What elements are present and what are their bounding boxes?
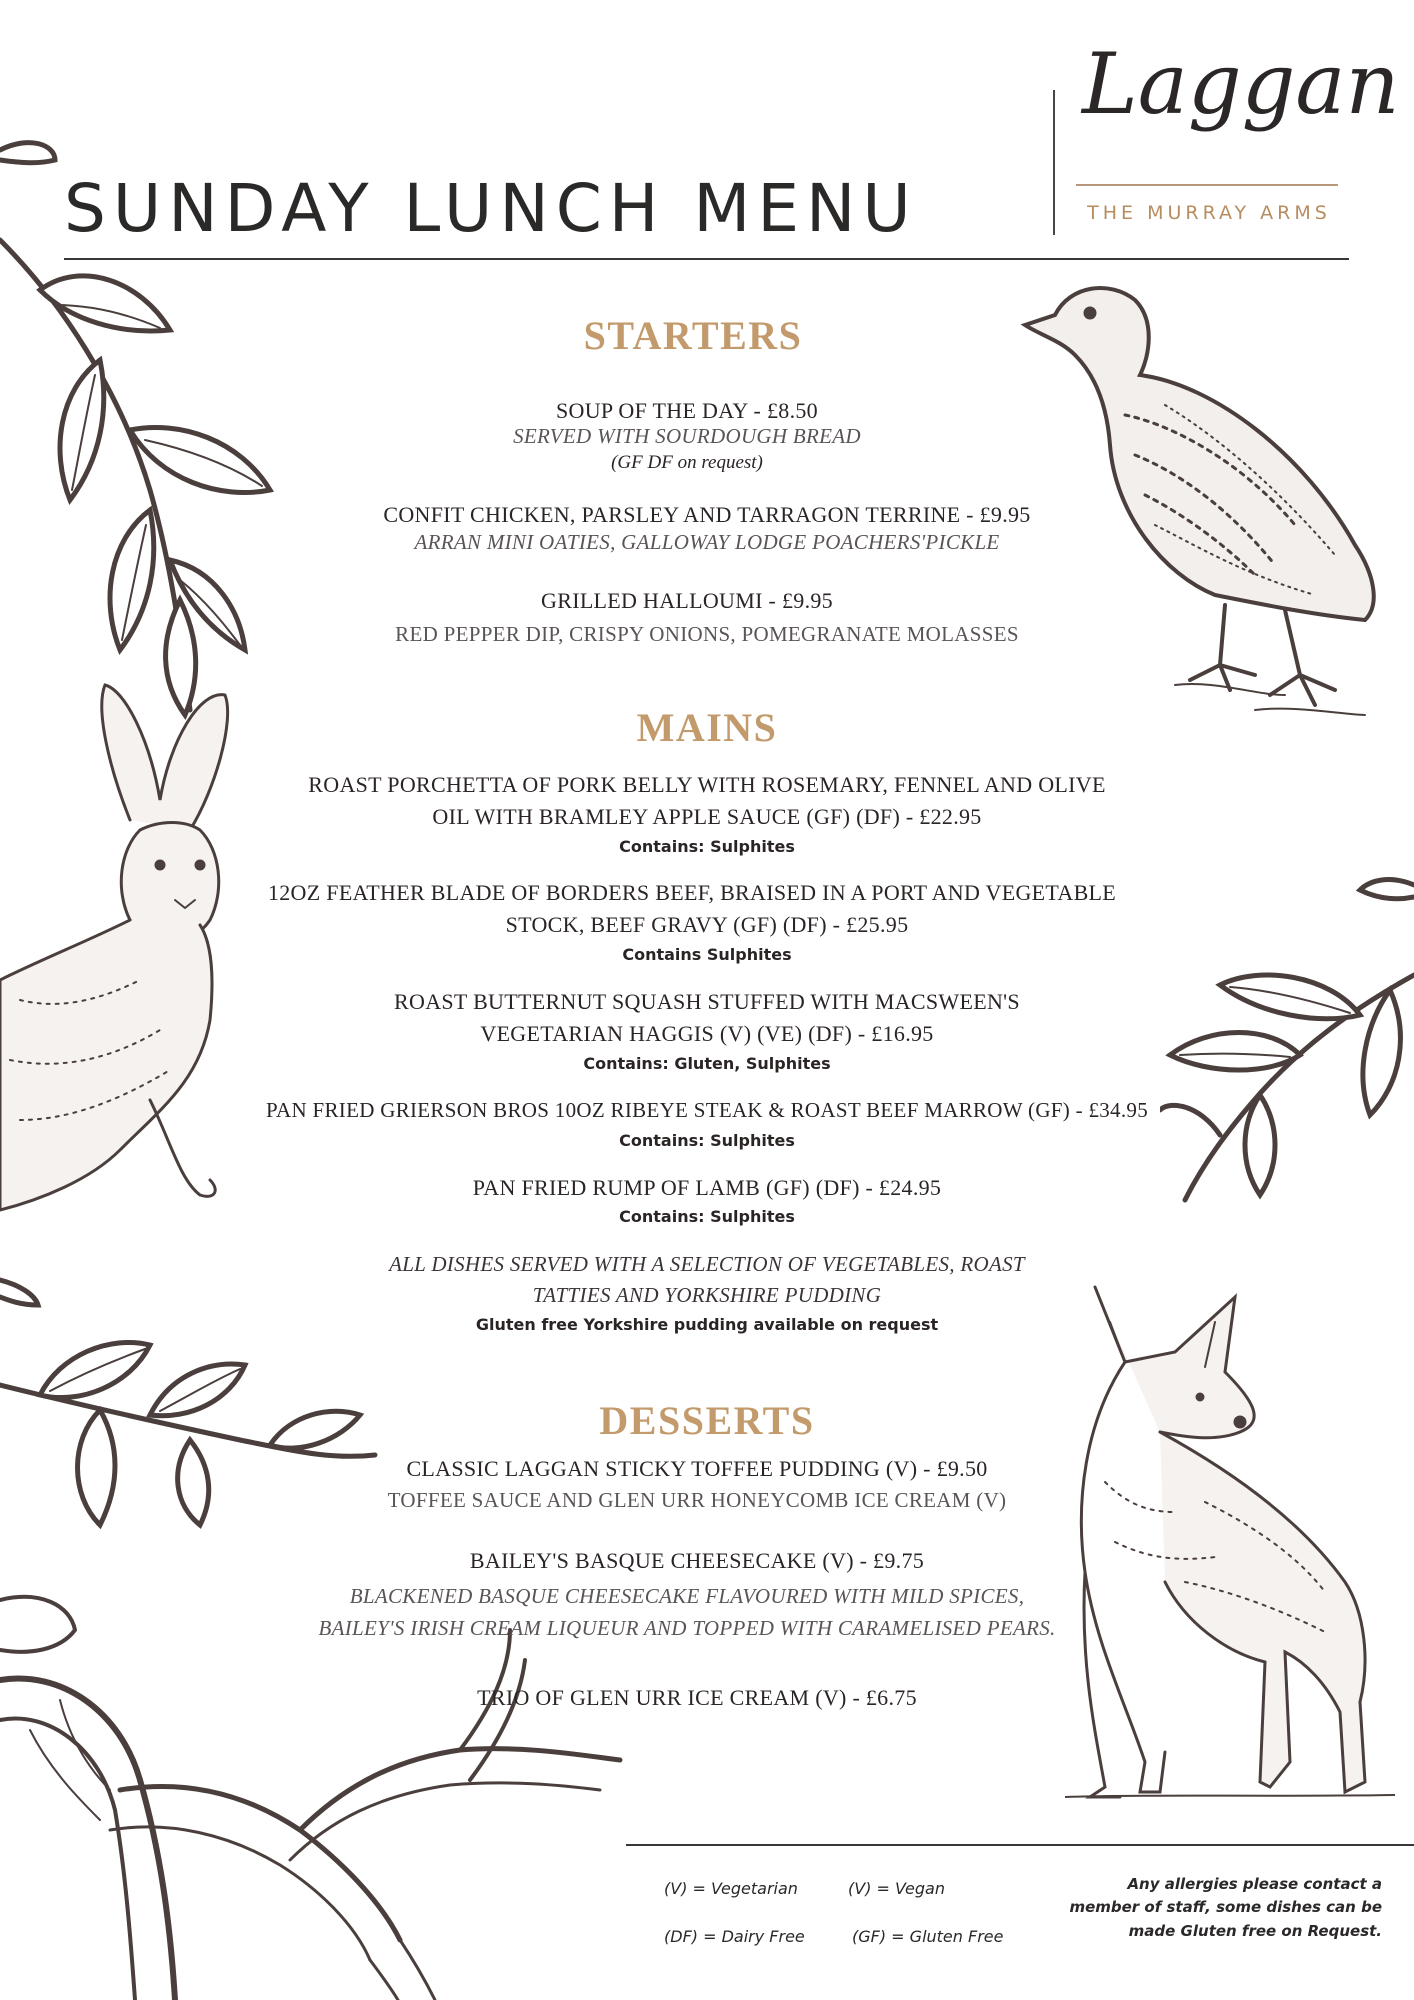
dessert-desc: TOFFEE SAUCE AND GLEN URR HONEYCOMB ICE CREAM (V) <box>387 1488 1007 1512</box>
starter-desc: ARRAN MINI OATIES, GALLOWAY LODGE POACHERS'PICKLE <box>414 530 1000 554</box>
starters-heading: STARTERS <box>583 313 803 358</box>
main-name: PAN FRIED GRIERSON BROS 10OZ RIBEYE STEAK & ROAST BEEF MARROW (GF) - £34.95 <box>265 1098 1149 1122</box>
main-allergens: Contains Sulphites <box>622 945 792 964</box>
dessert-name: BAILEY'S BASQUE CHEESECAKE (V) - £9.75 <box>469 1548 925 1573</box>
main-name: 12OZ FEATHER BLADE OF BORDERS BEEF, BRAISED IN A PORT AND VEGETABLE <box>267 880 1117 905</box>
dessert-desc-cont: BAILEY'S IRISH CREAM LIQUEUR AND TOPPED WITH CARAMELISED PEARS. <box>318 1616 1056 1640</box>
dessert-desc: BLACKENED BASQUE CHEESECAKE FLAVOURED WITH MILD SPICES, <box>349 1584 1025 1608</box>
allergy-line: made Gluten free on Request. <box>1128 1921 1382 1940</box>
main-allergens: Contains: Sulphites <box>619 1207 795 1226</box>
starter-note: (GF DF on request) <box>611 452 763 473</box>
legend-vegan: (V) = Vegan <box>848 1879 945 1898</box>
main-name-cont: OIL WITH BRAMLEY APPLE SAUCE (GF) (DF) - £22.95 <box>432 804 982 829</box>
mains-heading: MAINS <box>636 705 778 750</box>
starter-name: CONFIT CHICKEN, PARSLEY AND TARRAGON TERRINE - £9.95 <box>383 502 1031 527</box>
logo-divider <box>1053 90 1055 235</box>
main-name-cont: VEGETARIAN HAGGIS (V) (VE) (DF) - £16.95 <box>480 1021 934 1046</box>
legend-gluten-free: (GF) = Gluten Free <box>852 1927 1004 1946</box>
main-allergens: Contains: Sulphites <box>619 1131 795 1150</box>
desserts-heading: DESSERTS <box>599 1398 815 1443</box>
antler-icon <box>0 1580 640 2000</box>
main-allergens: Contains: Sulphites <box>619 837 795 856</box>
allergy-notice <box>1040 1873 1382 1943</box>
legend-dairy-free: (DF) = Dairy Free <box>664 1927 805 1946</box>
dessert-name: TRIO OF GLEN URR ICE CREAM (V) - £6.75 <box>477 1685 917 1710</box>
dessert-name: CLASSIC LAGGAN STICKY TOFFEE PUDDING (V) - £9.50 <box>406 1456 988 1481</box>
starter-desc: SERVED WITH SOURDOUGH BREAD <box>513 424 861 448</box>
main-allergens: Contains: Gluten, Sulphites <box>583 1054 831 1073</box>
fox-icon <box>1065 1282 1395 1812</box>
starter-name: GRILLED HALLOUMI - £9.95 <box>541 588 833 613</box>
logo-underline <box>1076 184 1338 186</box>
logo-wordmark: Laggan <box>1082 35 1400 133</box>
main-name: PAN FRIED RUMP OF LAMB (GF) (DF) - £24.95 <box>472 1175 942 1200</box>
main-name: ROAST BUTTERNUT SQUASH STUFFED WITH MACSWEEN'S <box>394 989 1020 1014</box>
logo-subtitle: THE MURRAY ARMS <box>1087 202 1331 224</box>
gluten-free-note: Gluten free Yorkshire pudding available on request <box>475 1315 939 1334</box>
legend-vegetarian: (V) = Vegetarian <box>664 1879 798 1898</box>
allergy-line: Any allergies please contact a <box>1127 1875 1382 1893</box>
page-title: SUNDAY LUNCH MENU <box>64 170 918 247</box>
header-divider <box>64 258 1349 260</box>
main-name-cont: STOCK, BEEF GRAVY (GF) (DF) - £25.95 <box>505 912 909 937</box>
served-with-note-cont: TATTIES AND YORKSHIRE PUDDING <box>532 1283 882 1307</box>
starter-name: SOUP OF THE DAY - £8.50 <box>556 398 818 423</box>
footer-divider <box>626 1844 1414 1846</box>
starter-desc: RED PEPPER DIP, CRISPY ONIONS, POMEGRANATE MOLASSES <box>395 622 1019 646</box>
served-with-note: ALL DISHES SERVED WITH A SELECTION OF VEGETABLES, ROAST <box>389 1252 1025 1276</box>
main-name: ROAST PORCHETTA OF PORK BELLY WITH ROSEMARY, FENNEL AND OLIVE <box>308 772 1106 797</box>
allergy-line: member of staff, some dishes can be <box>1069 1898 1382 1917</box>
